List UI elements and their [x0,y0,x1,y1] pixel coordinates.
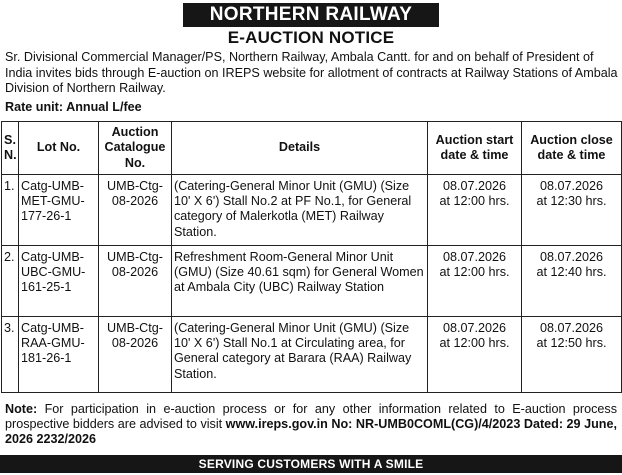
footer-tagline: SERVING CUSTOMERS WITH A SMILE [0,455,622,473]
table-row [2,246,622,317]
table-header-row [2,122,622,175]
close-date: 08.07.2026 [539,250,604,264]
cell-catalogue: UMB-Ctg-08-2026 [99,317,172,393]
start-time: at 12:00 hrs. [439,336,510,351]
start-date: 08.07.2026 [442,179,507,193]
auction-lots-table [1,121,622,393]
cell-lot-no: Catg-UMB-MET-GMU-177-26-1 [19,175,99,246]
cell-start [428,246,522,317]
cell-details: Refreshment Room-General Minor Unit (GMU) (Size 40.61 sqm) for General Women at Ambala City (UBC) Railway Station [172,246,428,317]
header-details: Details [172,122,428,175]
start-date: 08.07.2026 [442,321,507,335]
close-time: at 12:30 hrs. [536,194,607,209]
start-time: at 12:00 hrs. [439,265,510,280]
start-time: at 12:00 hrs. [439,194,510,209]
cell-lot-no: Catg-UMB-RAA-GMU-181-26-1 [19,317,99,393]
note-text: For participation in e-auction process or for any other information related to E-auction process prospective bidders are advised to visit [5,402,617,431]
cell-catalogue: UMB-Ctg-08-2026 [99,175,172,246]
cell-sn: 1. [2,175,19,246]
organization-title: NORTHERN RAILWAY [183,3,439,27]
note-paragraph [5,402,617,447]
cell-close [522,175,622,246]
cell-catalogue: UMB-Ctg-08-2026 [99,246,172,317]
cell-details: (Catering-General Minor Unit (GMU) (Size 10' X 6') Stall No.1 at Circulating area, for General category at Barara (RAA) Railway Station. [172,317,428,393]
close-time: at 12:50 hrs. [536,336,607,351]
header-close: Auction close date & time [522,122,622,175]
header-start: Auction start date & time [428,122,522,175]
start-date: 08.07.2026 [442,250,507,264]
table-row [2,175,622,246]
cell-close [522,317,622,393]
reference-tail: 2232/2026 [33,432,97,446]
intro-paragraph: Sr. Divisional Commercial Manager/PS, Northern Railway, Ambala Cantt. for and on behalf of President of India invites bids through E-auction on IREPS website for allotment of contracts at Railway Stations of Ambala Division of Northern Railway. [5,50,618,95]
ireps-website-link[interactable]: www.ireps.gov.in [225,417,328,431]
note-label: Note: [5,402,38,416]
cell-start [428,175,522,246]
close-time: at 12:40 hrs. [536,265,607,280]
header-sn: S. N. [2,122,19,175]
header-catalogue: Auction Catalogue No. [99,122,172,175]
close-date: 08.07.2026 [539,179,604,193]
rate-unit: Rate unit: Annual L/fee [5,100,142,114]
cell-sn: 3. [2,317,19,393]
cell-sn: 2. [2,246,19,317]
cell-close [522,246,622,317]
cell-details: (Catering-General Minor Unit (GMU) (Size 10' X 6') Stall No.2 at PF No.1, for General category of Malerkotla (MET) Railway Station. [172,175,428,246]
close-date: 08.07.2026 [539,321,604,335]
cell-lot-no: Catg-UMB-UBC-GMU-161-25-1 [19,246,99,317]
cell-start [428,317,522,393]
reference-number: No: NR-UMB0COML(CG)/4/2023 Dated: 29 June, 2026 [5,417,617,446]
notice-title: E-AUCTION NOTICE [227,28,395,47]
table-row [2,317,622,393]
header-lot-no: Lot No. [19,122,99,175]
